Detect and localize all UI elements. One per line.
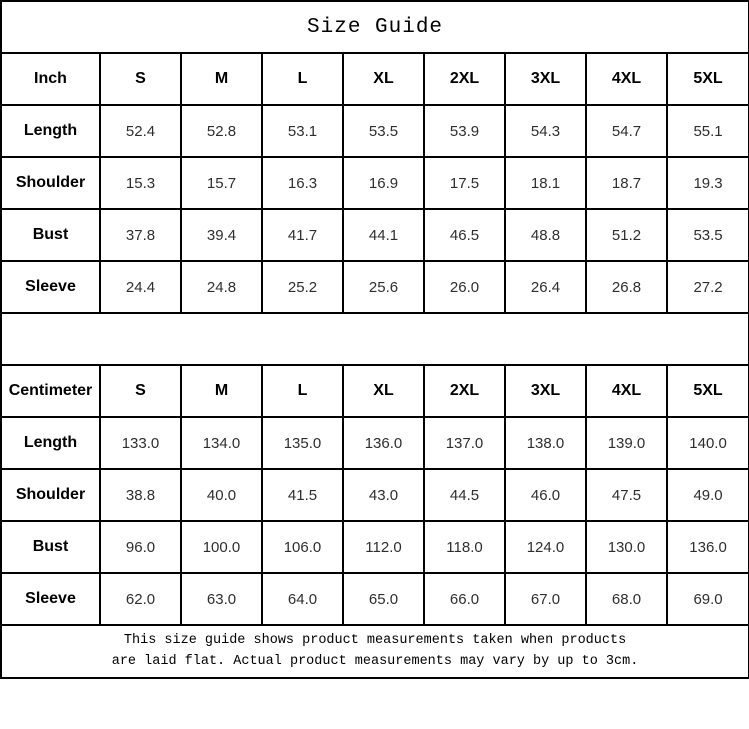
size-header-cell: L xyxy=(262,365,343,417)
value-cell: 37.8 xyxy=(100,209,181,261)
value-cell: 51.2 xyxy=(586,209,667,261)
value-cell: 69.0 xyxy=(667,573,749,625)
header-row xyxy=(1,365,749,417)
value-cell: 41.5 xyxy=(262,469,343,521)
value-cell: 137.0 xyxy=(424,417,505,469)
value-cell: 96.0 xyxy=(100,521,181,573)
value-cell: 68.0 xyxy=(586,573,667,625)
value-cell: 16.3 xyxy=(262,157,343,209)
footer-note-line2: are laid flat. Actual product measurements may vary by up to 3cm. xyxy=(111,653,639,669)
value-cell: 52.8 xyxy=(181,105,262,157)
size-header-cell: 3XL xyxy=(505,365,586,417)
value-cell: 112.0 xyxy=(343,521,424,573)
value-cell: 133.0 xyxy=(100,417,181,469)
row-label-cell: Bust xyxy=(1,209,100,261)
value-cell: 100.0 xyxy=(181,521,262,573)
size-header-cell: 2XL xyxy=(424,365,505,417)
row-label-cell: Shoulder xyxy=(1,469,100,521)
value-cell: 54.7 xyxy=(586,105,667,157)
size-header-cell: 5XL xyxy=(667,365,749,417)
row-label-cell: Bust xyxy=(1,521,100,573)
measurement-row xyxy=(1,209,749,261)
size-header-cell: 2XL xyxy=(424,53,505,105)
page-title: Size Guide xyxy=(1,1,749,53)
title-row xyxy=(1,1,749,53)
value-cell: 134.0 xyxy=(181,417,262,469)
measurement-row xyxy=(1,573,749,625)
value-cell: 130.0 xyxy=(586,521,667,573)
value-cell: 26.0 xyxy=(424,261,505,313)
row-label-cell: Shoulder xyxy=(1,157,100,209)
value-cell: 38.8 xyxy=(100,469,181,521)
value-cell: 18.1 xyxy=(505,157,586,209)
value-cell: 17.5 xyxy=(424,157,505,209)
row-label-cell: Sleeve xyxy=(1,261,100,313)
value-cell: 140.0 xyxy=(667,417,749,469)
size-header-cell: 5XL xyxy=(667,53,749,105)
row-label-cell: Length xyxy=(1,417,100,469)
value-cell: 64.0 xyxy=(262,573,343,625)
value-cell: 53.5 xyxy=(343,105,424,157)
value-cell: 19.3 xyxy=(667,157,749,209)
size-header-cell: S xyxy=(100,53,181,105)
value-cell: 53.9 xyxy=(424,105,505,157)
row-label-cell: Sleeve xyxy=(1,573,100,625)
header-row xyxy=(1,53,749,105)
value-cell: 47.5 xyxy=(586,469,667,521)
size-header-cell: 4XL xyxy=(586,53,667,105)
spacer-cell xyxy=(1,313,749,365)
value-cell: 15.7 xyxy=(181,157,262,209)
value-cell: 118.0 xyxy=(424,521,505,573)
value-cell: 41.7 xyxy=(262,209,343,261)
value-cell: 49.0 xyxy=(667,469,749,521)
footer-note-line1: This size guide shows product measurements taken when products xyxy=(123,633,627,649)
value-cell: 26.4 xyxy=(505,261,586,313)
value-cell: 52.4 xyxy=(100,105,181,157)
value-cell: 46.0 xyxy=(505,469,586,521)
value-cell: 139.0 xyxy=(586,417,667,469)
measurement-row xyxy=(1,261,749,313)
value-cell: 136.0 xyxy=(343,417,424,469)
footer-note xyxy=(1,625,749,678)
value-cell: 63.0 xyxy=(181,573,262,625)
value-cell: 135.0 xyxy=(262,417,343,469)
measurement-row xyxy=(1,469,749,521)
row-label-cell: Length xyxy=(1,105,100,157)
unit-header-cell: Centimeter xyxy=(1,365,100,417)
value-cell: 24.4 xyxy=(100,261,181,313)
size-header-cell: 3XL xyxy=(505,53,586,105)
value-cell: 44.5 xyxy=(424,469,505,521)
inch-table-body xyxy=(1,53,749,313)
value-cell: 43.0 xyxy=(343,469,424,521)
value-cell: 18.7 xyxy=(586,157,667,209)
size-header-cell: S xyxy=(100,365,181,417)
measurement-row xyxy=(1,105,749,157)
centimeter-table-body xyxy=(1,365,749,625)
size-header-cell: L xyxy=(262,53,343,105)
value-cell: 55.1 xyxy=(667,105,749,157)
value-cell: 39.4 xyxy=(181,209,262,261)
value-cell: 136.0 xyxy=(667,521,749,573)
unit-header-cell: Inch xyxy=(1,53,100,105)
measurement-row xyxy=(1,157,749,209)
value-cell: 53.5 xyxy=(667,209,749,261)
value-cell: 67.0 xyxy=(505,573,586,625)
value-cell: 25.6 xyxy=(343,261,424,313)
value-cell: 53.1 xyxy=(262,105,343,157)
value-cell: 27.2 xyxy=(667,261,749,313)
value-cell: 46.5 xyxy=(424,209,505,261)
value-cell: 106.0 xyxy=(262,521,343,573)
size-header-cell: M xyxy=(181,53,262,105)
size-header-cell: 4XL xyxy=(586,365,667,417)
spacer-row xyxy=(1,313,749,365)
measurement-row xyxy=(1,521,749,573)
value-cell: 66.0 xyxy=(424,573,505,625)
value-cell: 138.0 xyxy=(505,417,586,469)
size-header-cell: M xyxy=(181,365,262,417)
value-cell: 54.3 xyxy=(505,105,586,157)
size-header-cell: XL xyxy=(343,365,424,417)
value-cell: 26.8 xyxy=(586,261,667,313)
value-cell: 62.0 xyxy=(100,573,181,625)
value-cell: 25.2 xyxy=(262,261,343,313)
value-cell: 48.8 xyxy=(505,209,586,261)
measurement-row xyxy=(1,417,749,469)
value-cell: 44.1 xyxy=(343,209,424,261)
footer-row xyxy=(1,625,749,678)
value-cell: 16.9 xyxy=(343,157,424,209)
value-cell: 40.0 xyxy=(181,469,262,521)
value-cell: 15.3 xyxy=(100,157,181,209)
value-cell: 24.8 xyxy=(181,261,262,313)
value-cell: 65.0 xyxy=(343,573,424,625)
value-cell: 124.0 xyxy=(505,521,586,573)
size-header-cell: XL xyxy=(343,53,424,105)
